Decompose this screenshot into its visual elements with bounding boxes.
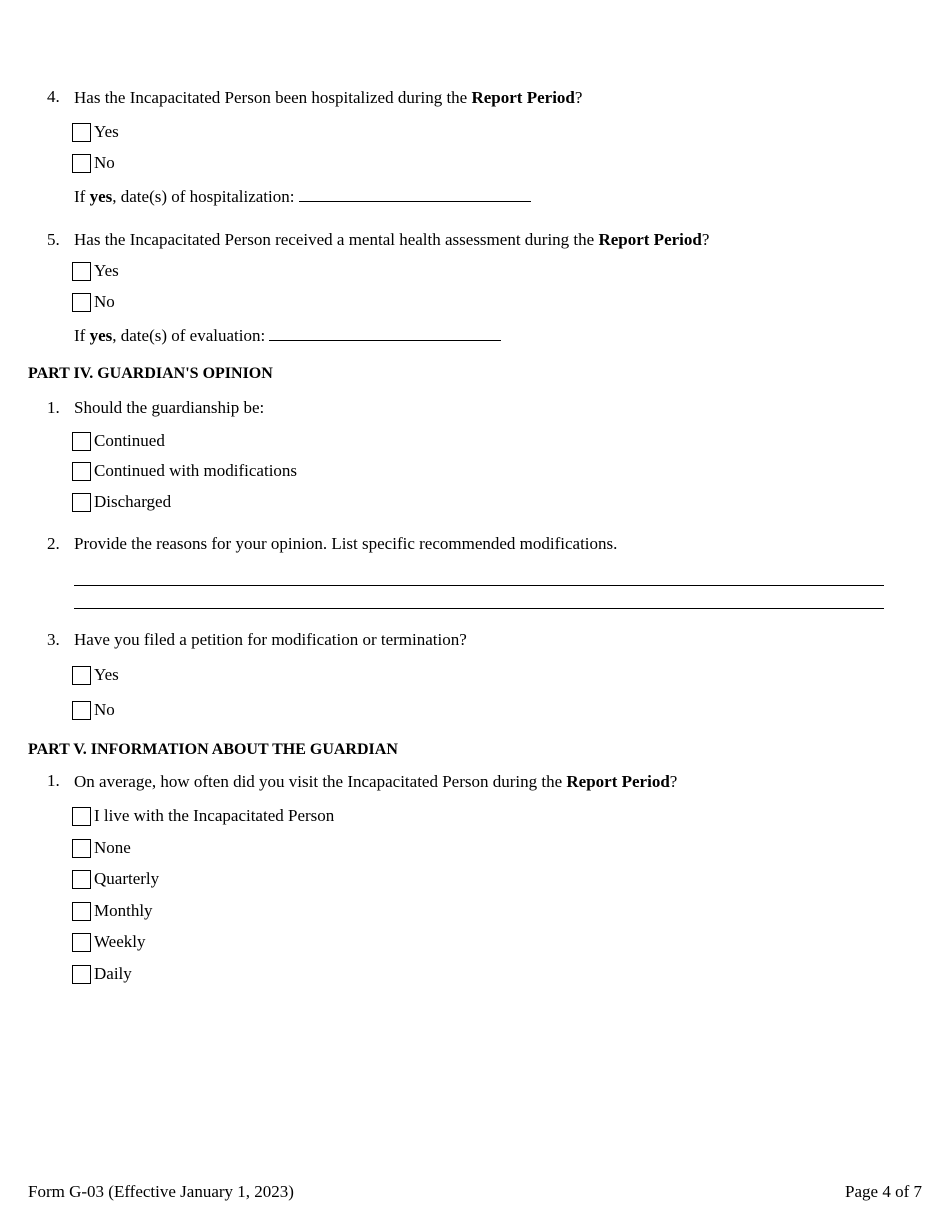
part4-question-2-number: 2. xyxy=(47,534,60,553)
part4-question-2-text: Provide the reasons for your opinion. List specific recommended modifications. xyxy=(74,534,618,553)
none-checkbox[interactable] xyxy=(72,839,91,858)
daily-label: Daily xyxy=(94,964,132,983)
reasons-answer-line-2[interactable] xyxy=(74,608,884,609)
visit-option-daily[interactable] xyxy=(72,964,132,984)
q5-option-yes[interactable] xyxy=(72,261,119,281)
weekly-checkbox[interactable] xyxy=(72,933,91,952)
part5-question-1-number: 1. xyxy=(47,771,60,790)
question-5-text: Has the Incapacitated Person received a mental health assessment during the Report Period? xyxy=(74,230,710,249)
monthly-checkbox[interactable] xyxy=(72,902,91,921)
visit-option-none[interactable] xyxy=(72,838,131,858)
continued-label: Continued xyxy=(94,431,165,450)
continued-with-modifications-label: Continued with modifications xyxy=(94,461,298,480)
question-5-number: 5. xyxy=(47,230,60,249)
q5-no-checkbox[interactable] xyxy=(72,293,91,312)
reasons-answer-line-1[interactable] xyxy=(74,585,884,586)
q4-no-checkbox[interactable] xyxy=(72,154,91,173)
page-number: Page 4 of 7 xyxy=(845,1182,922,1201)
discharged-label: Discharged xyxy=(94,492,172,511)
q5-option-no[interactable] xyxy=(72,292,115,312)
part4-question-3-text: Have you filed a petition for modification or termination? xyxy=(74,630,467,649)
option-discharged[interactable] xyxy=(72,492,171,512)
part4-question-1-text: Should the guardianship be: xyxy=(74,398,265,417)
q4-followup: If yes, date(s) of hospitalization: xyxy=(74,185,531,207)
part4-question-3-number: 3. xyxy=(47,630,60,649)
continued-checkbox[interactable] xyxy=(72,432,91,451)
quarterly-label: Quarterly xyxy=(94,869,160,888)
form-id-footer: Form G-03 (Effective January 1, 2023) xyxy=(28,1182,294,1201)
part-v-heading: PART V. INFORMATION ABOUT THE GUARDIAN xyxy=(28,741,398,758)
q5-no-label: No xyxy=(94,292,115,311)
visit-option-monthly[interactable] xyxy=(72,901,153,921)
discharged-checkbox[interactable] xyxy=(72,493,91,512)
continued-with-modifications-checkbox[interactable] xyxy=(72,462,91,481)
part4-question-1-number: 1. xyxy=(47,398,60,417)
question-4-text: Has the Incapacitated Person been hospitalized during the Report Period? xyxy=(74,88,583,107)
q4-yes-label: Yes xyxy=(94,122,119,141)
question-4-number: 4. xyxy=(47,87,60,106)
part-iv-heading: PART IV. GUARDIAN'S OPINION xyxy=(28,365,273,382)
q5-followup: If yes, date(s) of evaluation: xyxy=(74,324,501,346)
quarterly-checkbox[interactable] xyxy=(72,870,91,889)
option-continued[interactable] xyxy=(72,431,165,451)
q4-option-yes[interactable] xyxy=(72,122,119,142)
q4-yes-checkbox[interactable] xyxy=(72,123,91,142)
part5-question-1-text: On average, how often did you visit the Incapacitated Person during the Report Period? xyxy=(74,772,678,791)
live-with-checkbox[interactable] xyxy=(72,807,91,826)
hospitalization-dates-field[interactable] xyxy=(299,185,531,202)
visit-option-quarterly[interactable] xyxy=(72,869,159,889)
weekly-label: Weekly xyxy=(94,932,146,951)
evaluation-dates-field[interactable] xyxy=(269,324,501,341)
none-label: None xyxy=(94,838,131,857)
q5-yes-label: Yes xyxy=(94,261,119,280)
visit-option-live-with[interactable] xyxy=(72,806,334,826)
q4-no-label: No xyxy=(94,153,115,172)
petition-no-checkbox[interactable] xyxy=(72,701,91,720)
visit-option-weekly[interactable] xyxy=(72,932,146,952)
petition-option-yes[interactable] xyxy=(72,665,119,685)
petition-yes-label: Yes xyxy=(94,665,119,684)
monthly-label: Monthly xyxy=(94,901,153,920)
live-with-label: I live with the Incapacitated Person xyxy=(94,806,335,825)
q5-yes-checkbox[interactable] xyxy=(72,262,91,281)
petition-yes-checkbox[interactable] xyxy=(72,666,91,685)
option-continued-with-modifications[interactable] xyxy=(72,461,297,481)
petition-option-no[interactable] xyxy=(72,700,115,720)
petition-no-label: No xyxy=(94,700,115,719)
q4-option-no[interactable] xyxy=(72,153,115,173)
daily-checkbox[interactable] xyxy=(72,965,91,984)
